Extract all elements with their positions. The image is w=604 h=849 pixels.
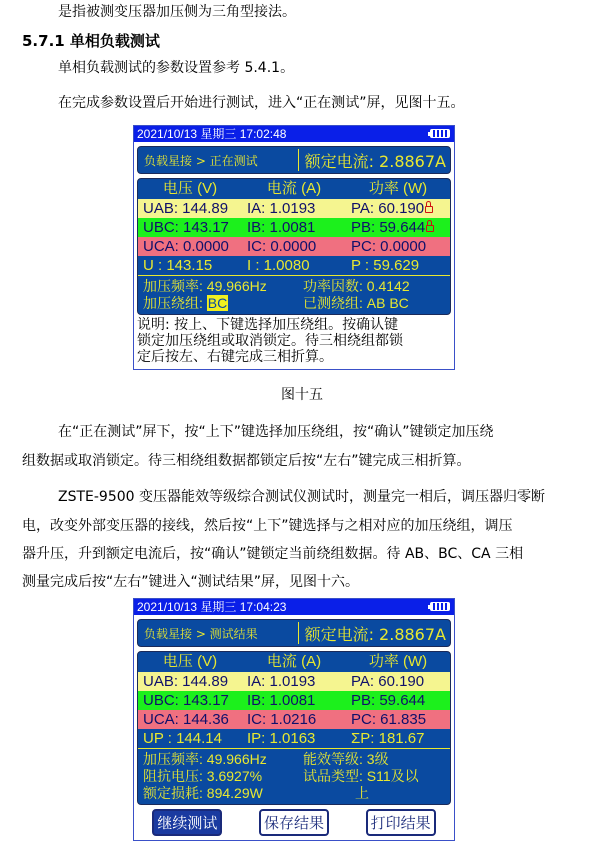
info-block [138, 749, 450, 804]
doc-para-4a: ZSTE-9500 变压器能效等级综合测试仪测试时，测量完一相后，调压器归零断 [58, 489, 546, 505]
efficiency-grade: 能效等级: 3级 [303, 751, 389, 767]
cell-ubc: UBC: 143.17 [143, 219, 229, 236]
save-result-button[interactable]: 保存结果 [259, 809, 329, 836]
header-box [137, 146, 451, 174]
tested-windings: 已测绕组: AB BC [303, 295, 409, 311]
header-power: 功率 (W) [368, 180, 428, 197]
cell-pc: PC: 61.835 [351, 711, 427, 728]
note-line: 说明: 按上、下键选择加压绕组。按确认键 [137, 317, 399, 333]
frequency: 加压频率: 49.966Hz [143, 278, 267, 294]
cell-pa [346, 199, 450, 218]
figure-caption: 图十五 [281, 387, 323, 403]
cell-uca: UCA: 144.36 [143, 711, 229, 728]
datetime: 2021/10/13 星期三 17:02:48 [137, 127, 287, 141]
row-bc [138, 691, 450, 710]
power-factor: 功率因数: 0.4142 [303, 278, 410, 294]
print-result-button[interactable]: 打印结果 [366, 809, 436, 836]
cell-up: UP : 144.14 [143, 730, 222, 747]
doc-para-2: 在完成参数设置后开始进行测试，进入“正在测试”屏，见图十五。 [58, 95, 465, 111]
lock-icon [426, 225, 434, 232]
breadcrumb: 负载星接 > 测试结果 [144, 626, 258, 641]
section-heading: 5.7.1 单相负载测试 [22, 32, 160, 50]
datetime: 2021/10/13 星期三 17:04:23 [137, 600, 287, 614]
cell-uca: UCA: 0.0000 [143, 238, 229, 255]
continue-test-button[interactable]: 继续测试 [152, 809, 222, 836]
cell-uab: UAB: 144.89 [143, 673, 229, 690]
instructions [134, 315, 454, 367]
winding-selector[interactable]: BC [207, 295, 228, 311]
cell-u: U : 143.15 [143, 257, 213, 274]
status-bar [134, 126, 454, 142]
sample-type-cont: 上 [355, 785, 369, 801]
battery-icon [430, 129, 450, 138]
cell-i: I : 1.0080 [247, 257, 310, 274]
pa-value: PA: 60.190 [351, 200, 425, 217]
header-box [137, 619, 451, 647]
row-ab [138, 672, 450, 691]
breadcrumb: 负载星接 > 正在测试 [144, 153, 258, 168]
cell-pb [346, 218, 450, 237]
column-headers [138, 179, 450, 199]
row-ca [138, 710, 450, 729]
row-ab[interactable] [138, 199, 450, 218]
measurement-panel [137, 178, 451, 315]
cell-ic: IC: 1.0216 [247, 711, 317, 728]
winding-label: 加压绕组: [143, 295, 207, 311]
doc-line-0: 是指被测变压器加压侧为三角型接法。 [58, 4, 296, 20]
pb-value: PB: 59.644 [351, 219, 426, 236]
cell-ib: IB: 1.0081 [247, 692, 316, 709]
cell-ia: IA: 1.0193 [247, 200, 316, 217]
cell-sum-p: ΣP: 181.67 [351, 730, 425, 747]
header-current: 电流 (A) [266, 653, 322, 670]
column-headers [138, 652, 450, 672]
header-current: 电流 (A) [266, 180, 322, 197]
cell-uab: UAB: 144.89 [143, 200, 229, 217]
doc-para-4c: 器升压，升到额定电流后，按“确认”键锁定当前绕组数据。待 AB、BC、CA 三相 [22, 546, 524, 562]
measurement-panel [137, 651, 451, 805]
device-screen-results [133, 598, 455, 841]
cell-ubc: UBC: 143.17 [143, 692, 229, 709]
frequency: 加压频率: 49.966Hz [143, 751, 267, 767]
doc-para-1: 单相负载测试的参数设置参考 5.4.1。 [58, 60, 295, 76]
device-screen-testing [133, 125, 455, 370]
cell-ip: IP: 1.0163 [247, 730, 316, 747]
doc-para-4d: 测量完成后按“左右”键进入“测试结果”屏，见图十六。 [22, 574, 360, 590]
cell-p: P : 59.629 [351, 257, 420, 274]
note-line: 锁定加压绕组或取消锁定。待三相绕组都锁 [137, 333, 403, 349]
info-block [138, 276, 450, 314]
doc-para-3b: 组数据或取消锁定。待三相绕组数据都锁定后按“左右”键完成三相折算。 [22, 453, 471, 469]
rated-loss: 额定损耗: 894.29W [143, 785, 263, 801]
rated-current: 额定电流: 2.8867A [304, 624, 446, 644]
button-bar [134, 805, 454, 840]
battery-icon [430, 602, 450, 611]
row-ca[interactable] [138, 237, 450, 256]
cell-ib: IB: 1.0081 [247, 219, 316, 236]
note-line: 定后按左、右键完成三相折算。 [137, 349, 333, 365]
impedance-voltage: 阻抗电压: 3.6927% [143, 768, 263, 784]
cell-ic: IC: 0.0000 [247, 238, 317, 255]
cell-pa: PA: 60.190 [351, 673, 425, 690]
doc-para-4b: 电，改变外部变压器的接线，然后按“上下”键选择与之相对应的加压绕组，调压 [22, 518, 513, 534]
row-bc[interactable] [138, 218, 450, 237]
header-power: 功率 (W) [368, 653, 428, 670]
rated-current: 额定电流: 2.8867A [304, 151, 446, 171]
cell-ia: IA: 1.0193 [247, 673, 316, 690]
pressurized-winding [143, 295, 303, 312]
doc-para-3a: 在“正在测试”屏下，按“上下”键选择加压绕组，按“确认”键锁定加压绕 [58, 424, 494, 440]
header-voltage: 电压 (V) [162, 653, 218, 670]
row-total [138, 256, 450, 276]
row-total [138, 729, 450, 749]
header-voltage: 电压 (V) [162, 180, 218, 197]
lock-icon [425, 206, 433, 213]
cell-pc: PC: 0.0000 [351, 238, 427, 255]
sample-type: 试品类型: S11及以 [303, 768, 419, 784]
cell-pb: PB: 59.644 [351, 692, 426, 709]
status-bar [134, 599, 454, 615]
